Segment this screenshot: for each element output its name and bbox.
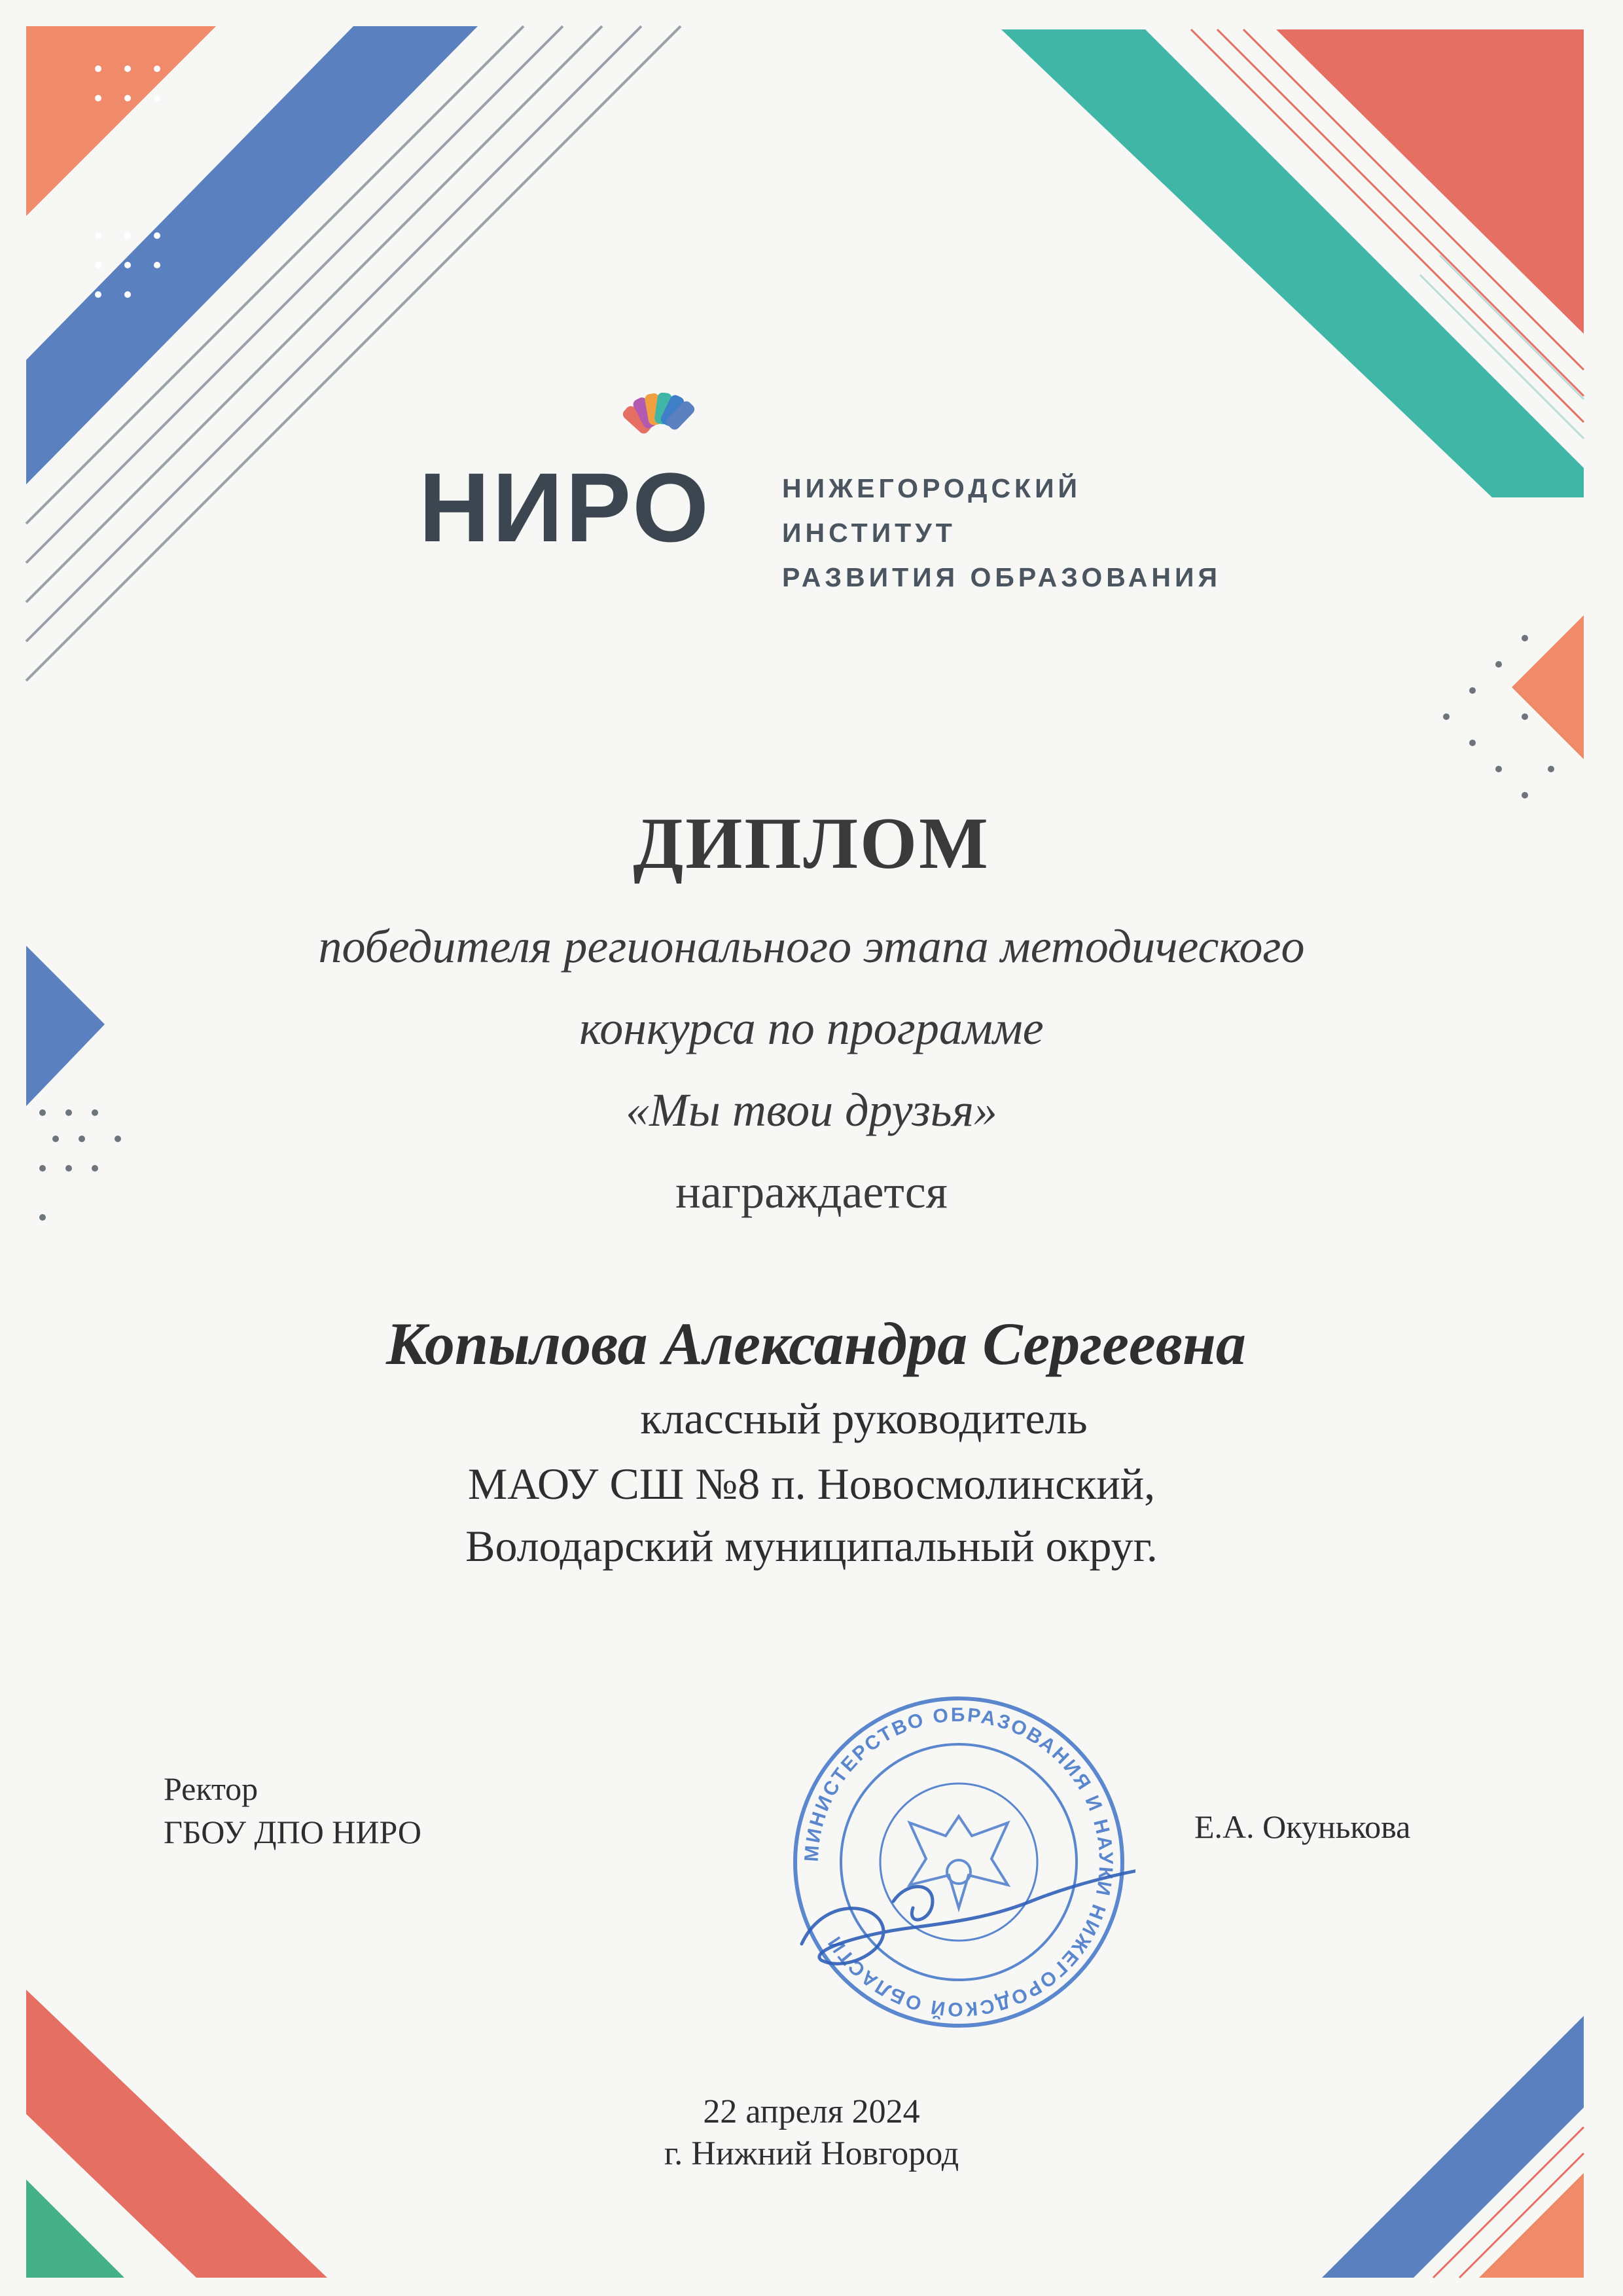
program-name: «Мы твои друзья» (626, 1084, 997, 1136)
logo-wordmark: НИРО (419, 452, 711, 562)
issue-city: г. Нижний Новгород (664, 2135, 959, 2172)
recipient-school: МАОУ СШ №8 п. Новосмолинский, (467, 1459, 1156, 1509)
issue-info (0, 2091, 1623, 2175)
diploma-subtitle-line1: победителя регионального этапа методического (318, 920, 1305, 973)
stamp-text: МИНИСТЕРСТВО ОБРАЗОВАНИЯ И НАУКИ НИЖЕГОРОДСКОЙ ОБЛАСТИ (800, 1704, 1117, 2020)
logo-subtitle (782, 466, 1230, 600)
right-dots (1443, 635, 1554, 798)
signatory-role-line2: ГБОУ ДПО НИРО (164, 1814, 422, 1850)
awarded-text: награждается (675, 1166, 948, 1218)
top-left-orange-triangle (26, 26, 216, 216)
logo-subtitle-line1: НИЖЕГОРОДСКИЙ ИНСТИТУТ (782, 473, 1082, 548)
signatory-role-line1: Ректор (164, 1770, 259, 1807)
logo-subtitle-line2: РАЗВИТИЯ ОБРАЗОВАНИЯ (782, 562, 1221, 592)
issue-date: 22 апреля 2024 (703, 2093, 920, 2130)
recipient-name: Копылова Александра Сергеевна (386, 1310, 1246, 1377)
signatory-name: Е.А. Окунькова (1194, 1808, 1411, 1845)
diploma-subtitle-line2: конкурса по программе (579, 1002, 1044, 1054)
niro-logo (419, 393, 1230, 592)
diploma-title: ДИПЛОМ (633, 803, 990, 884)
eagle-emblem-icon (910, 1816, 1008, 1908)
recipient-position: классный руководитель (640, 1393, 1088, 1443)
svg-text:МИНИСТЕРСТВО ОБРАЗОВАНИЯ И НАУ (801, 1704, 1117, 2020)
signatory-role (164, 1767, 421, 1854)
official-stamp (782, 1685, 1135, 2039)
recipient-district: Володарский муниципальный округ. (465, 1521, 1158, 1571)
